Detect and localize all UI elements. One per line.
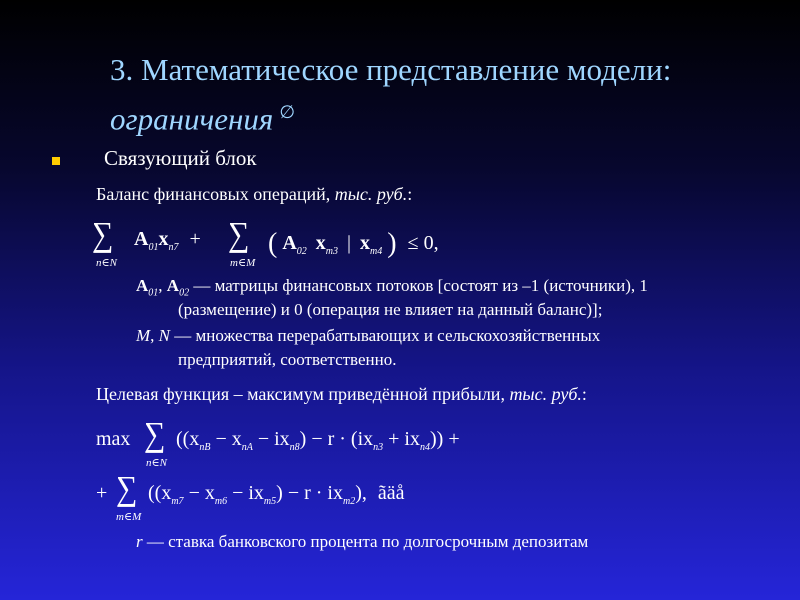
o1-s1: nB xyxy=(199,442,211,453)
o1-s4: n3 xyxy=(373,442,384,453)
o2-s2: m6 xyxy=(214,496,228,507)
balance-colon: : xyxy=(407,184,413,204)
note-sep: , xyxy=(158,276,163,295)
sum3-index: n∈N xyxy=(146,457,167,469)
rate-symbol: r xyxy=(136,532,143,551)
sum2-index: m∈M xyxy=(230,257,256,269)
note-matrices-line2: (размещение) и 0 (операция не влияет на данный баланс)]; xyxy=(178,300,603,319)
objective-line1-body xyxy=(176,428,460,453)
sum-symbol-1: ∑ xyxy=(92,215,114,254)
balance-unit: тыс. руб. xyxy=(334,184,408,204)
formula1-term1 xyxy=(134,228,207,253)
objective-colon: : xyxy=(581,384,587,404)
note-a01: A xyxy=(136,276,149,295)
formula1-term2 xyxy=(268,228,439,260)
slide-title-italic: ограничения xyxy=(110,101,274,137)
note-sets-line1 xyxy=(136,324,600,348)
note-m: M xyxy=(136,326,151,345)
max-operator: max xyxy=(96,428,131,450)
x-m3-symbol: x xyxy=(315,232,326,254)
x-m4-symbol: x xyxy=(360,232,371,254)
o2-m3: ) − r · ix xyxy=(276,482,343,504)
section-heading: Связующий блок xyxy=(104,146,257,170)
sum4-index: m∈M xyxy=(116,511,142,523)
bullet-icon xyxy=(52,157,60,165)
o2-m1: − x xyxy=(183,482,215,504)
o1-m4: + ix xyxy=(383,428,420,450)
o2-m4: ), xyxy=(355,482,367,504)
objective-line2-body xyxy=(148,482,405,507)
note-a01-sub: 01 xyxy=(148,287,159,299)
o1-s2: nA xyxy=(241,442,253,453)
o2-s4: m2 xyxy=(342,496,356,507)
formula1-bar: | xyxy=(347,232,352,254)
empty-set-icon: ∅ xyxy=(279,102,295,122)
o2-plus: + xyxy=(96,482,108,504)
o1-body: ((x xyxy=(176,428,200,450)
rate-note xyxy=(136,530,588,554)
objective-label-text: Целевая функция – максимум приведённой прибыли, xyxy=(96,384,505,404)
o2-m2: − ix xyxy=(227,482,264,504)
paren-close: ) xyxy=(387,228,397,259)
o1-m3: ) − r · (ix xyxy=(299,428,374,450)
o2-body: ((x xyxy=(148,482,172,504)
note-sets-text: — множества перерабатывающих и сельскохозяйственных xyxy=(170,326,601,345)
a02-symbol: A xyxy=(282,232,297,254)
x-n7-symbol: x xyxy=(158,228,169,250)
sum-symbol-2: ∑ xyxy=(228,215,250,254)
formula1-tail: ≤ 0, xyxy=(407,232,439,254)
a02-sub: 02 xyxy=(296,246,307,257)
o1-s5: n4 xyxy=(420,442,430,453)
rate-note-text: — ставка банковского процента по долгосрочным депозитам xyxy=(142,532,589,551)
sum1-index: n∈N xyxy=(96,257,117,269)
balance-label-text: Баланс финансовых операций, xyxy=(96,184,331,204)
balance-label xyxy=(96,182,412,206)
sum-symbol-4: ∑ xyxy=(116,469,138,508)
o2-s1: m7 xyxy=(171,496,184,507)
objective-unit: тыс. руб. xyxy=(509,384,582,404)
paren-open: ( xyxy=(268,228,278,259)
a01-symbol: A xyxy=(134,228,149,250)
objective-label xyxy=(96,382,587,406)
garbled-text: ãäå xyxy=(377,482,405,504)
slide-title-line1: 3. Математическое представление модели: xyxy=(110,52,672,87)
note-sets-line2: предприятий, соответственно. xyxy=(178,350,397,369)
o2-s3: m5 xyxy=(263,496,277,507)
o1-s3: n8 xyxy=(289,442,300,453)
note-n: N xyxy=(158,326,171,345)
o1-m1: − x xyxy=(210,428,242,450)
sum-symbol-3: ∑ xyxy=(144,415,166,454)
x-m4-sub: m4 xyxy=(370,246,383,257)
note-a02: A xyxy=(166,276,180,295)
x-n7-sub: n7 xyxy=(168,242,179,253)
o1-m2: − ix xyxy=(252,428,290,450)
slide-title-line2 xyxy=(110,92,295,139)
formula1-plus: + xyxy=(189,228,201,250)
note-sets-sep: , xyxy=(150,326,155,345)
note-a02-sub: 02 xyxy=(179,287,190,299)
o1-m5: )) + xyxy=(430,428,460,450)
note-matrices-text: — матрицы финансовых потоков [состоят из –1 (источники), 1 xyxy=(189,276,648,295)
x-m3-sub: m3 xyxy=(325,246,339,257)
a01-sub: 01 xyxy=(148,242,159,253)
